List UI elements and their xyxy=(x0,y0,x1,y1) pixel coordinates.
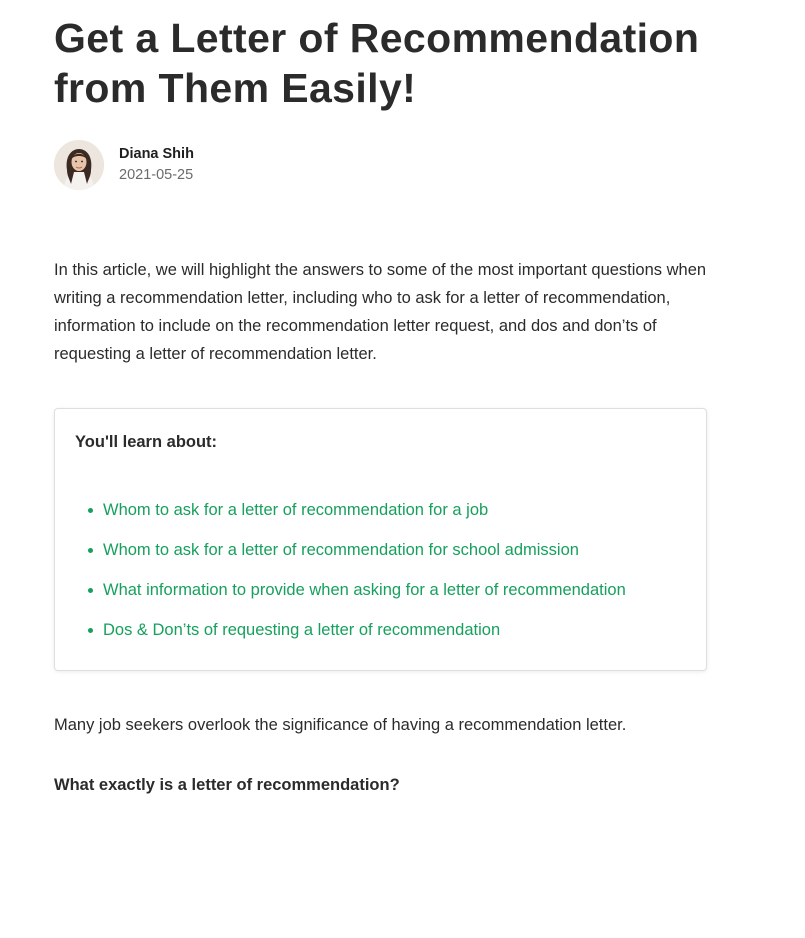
bullet-icon xyxy=(88,508,93,513)
toc-item xyxy=(75,616,686,644)
toc-list xyxy=(75,496,686,644)
section-subheading: What exactly is a letter of recommendation? xyxy=(54,776,400,794)
toc-link-information[interactable]: What information to provide when asking for a letter of recommendation xyxy=(103,581,626,599)
toc-link-school-admission[interactable]: Whom to ask for a letter of recommendation for school admission xyxy=(103,541,579,559)
author-name[interactable]: Diana Shih xyxy=(119,146,194,162)
toc-link-dos-donts[interactable]: Dos & Don’ts of requesting a letter of recommendation xyxy=(103,621,501,639)
article xyxy=(54,0,707,799)
toc-item xyxy=(75,536,686,564)
author-portrait-icon xyxy=(54,140,104,190)
toc-heading: You'll learn about: xyxy=(75,433,218,451)
toc-item xyxy=(75,576,686,604)
author-info xyxy=(119,144,194,186)
bullet-icon xyxy=(88,628,93,633)
table-of-contents xyxy=(54,408,707,671)
toc-item xyxy=(75,496,686,524)
intro-paragraph: In this article, we will highlight the answers to some of the most important questions when writing a recommendation letter, including who to ask for a letter of recommendation, information to include on the recommendation letter request, and dos and don’ts of requesting a letter of recommendation letter. xyxy=(54,261,707,363)
article-title: Get a Letter of Recommendation from Them Easily! xyxy=(54,15,700,111)
toc-link-job[interactable]: Whom to ask for a letter of recommendation for a job xyxy=(103,501,489,519)
publish-date: 2021-05-25 xyxy=(119,167,194,183)
author-avatar[interactable] xyxy=(54,140,104,190)
bullet-icon xyxy=(88,588,93,593)
byline xyxy=(54,140,707,190)
bullet-icon xyxy=(88,548,93,553)
body-paragraph: Many job seekers overlook the significance of having a recommendation letter. xyxy=(54,716,627,734)
